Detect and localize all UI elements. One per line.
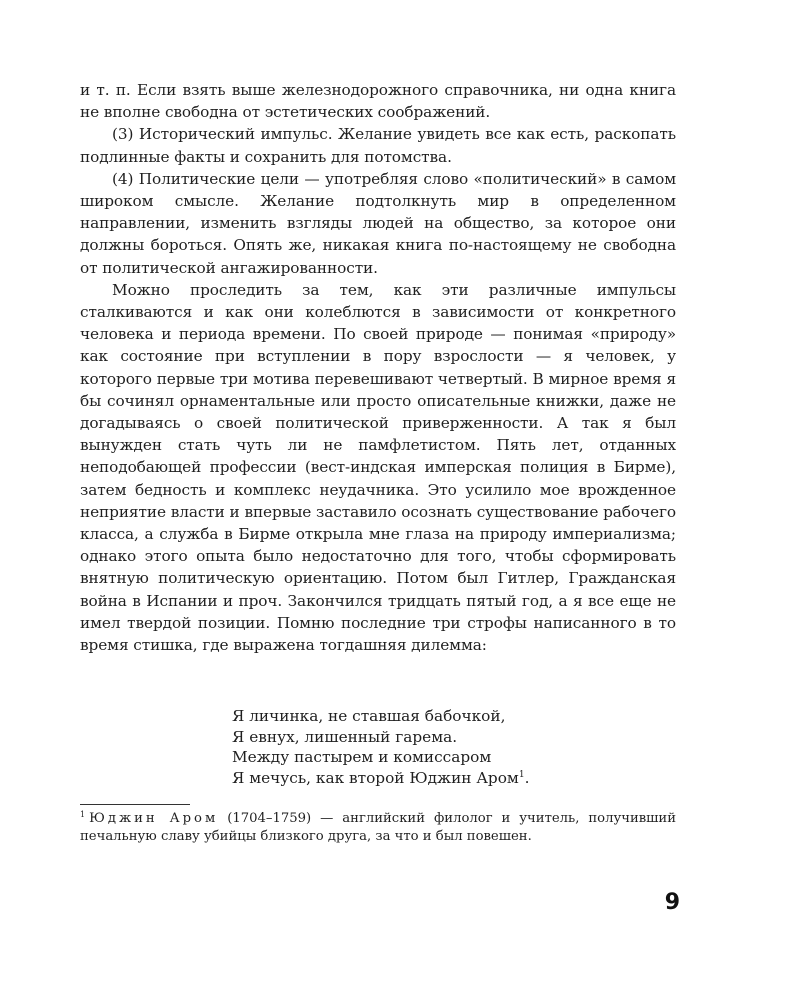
footnote-reference: 1	[518, 769, 525, 780]
poem-line-4	[232, 768, 529, 789]
poem-line-2: Я евнух, лишенный гарема.	[232, 727, 458, 746]
footnote-text: (1704–1759) — английский филолог и учитель, получивший печальную славу убийцы близкого друга, за что и был повешен.	[80, 811, 677, 844]
paragraph-2: (3) Исторический импульс. Желание увидеть все как есть, раскопать подлинные факты и сохранить для потомства.	[80, 125, 676, 166]
poem-line-3: Между пастырем и комиссаром	[232, 748, 492, 766]
footnote-divider	[80, 804, 190, 805]
paragraph-3: (4) Политические цели — употребляя слово «политический» в самом широком смысле. Желание подтолкнуть мир в определенном направлении, изменить взгляды людей на общество, за которое они должны бороться. Опять же, никакая книга по-настоящему не свободна от политической ангажированности.	[80, 169, 676, 277]
main-text	[80, 79, 676, 656]
poem-line-4-end: .	[524, 768, 530, 787]
footnote-name: Юджин Аром	[89, 811, 219, 826]
paragraph-1: и т. п. Если взять выше железнодорожного справочника, ни одна книга не вполне свободна от эстетических соображений.	[80, 81, 676, 122]
footnote	[80, 810, 676, 845]
poem-line-1: Я личинка, не ставшая бабочкой,	[232, 707, 506, 725]
poem-line-4-text: Я мечусь, как второй Юджин Аром	[232, 768, 519, 787]
page-number: 9	[664, 890, 680, 915]
footnote-number: 1	[80, 809, 86, 819]
paragraph-4: Можно проследить за тем, как эти различные импульсы сталкиваются и как они колеблются в зависимости от конкретного человека и периода времени. По своей природе — понимая «природу» как состояние при вступлении в пору взрослости — я человек, у которого первые три мотива перевешивают четвертый. В мирное время я бы сочинял орнаментальные или просто описательные книжки, даже не догадываясь о своей политической приверженности. А так я был вынужден стать чуть ли не памфлетистом. Пять лет, отданных неподобающей профессии (вест-индская имперская полиция в Бирме), затем бедность и комплекс неудачника. Это усилило мое врожденное неприятие власти и впервые заставило осознать существование рабочего класса, а служба в Бирме открыла мне глаза на природу империализма; однако этого опыта было недостаточно для того, чтобы сформировать внятную политическую ориентацию. Потом был Гитлер, Гражданская война в Испании и проч. Закончился тридцать пятый год, а я все еще не имел твердой позиции. Помню последние три строфы написанного в то время стишка, где выражена тогдашняя дилемма:	[80, 280, 676, 655]
poem-stanza	[232, 706, 529, 788]
